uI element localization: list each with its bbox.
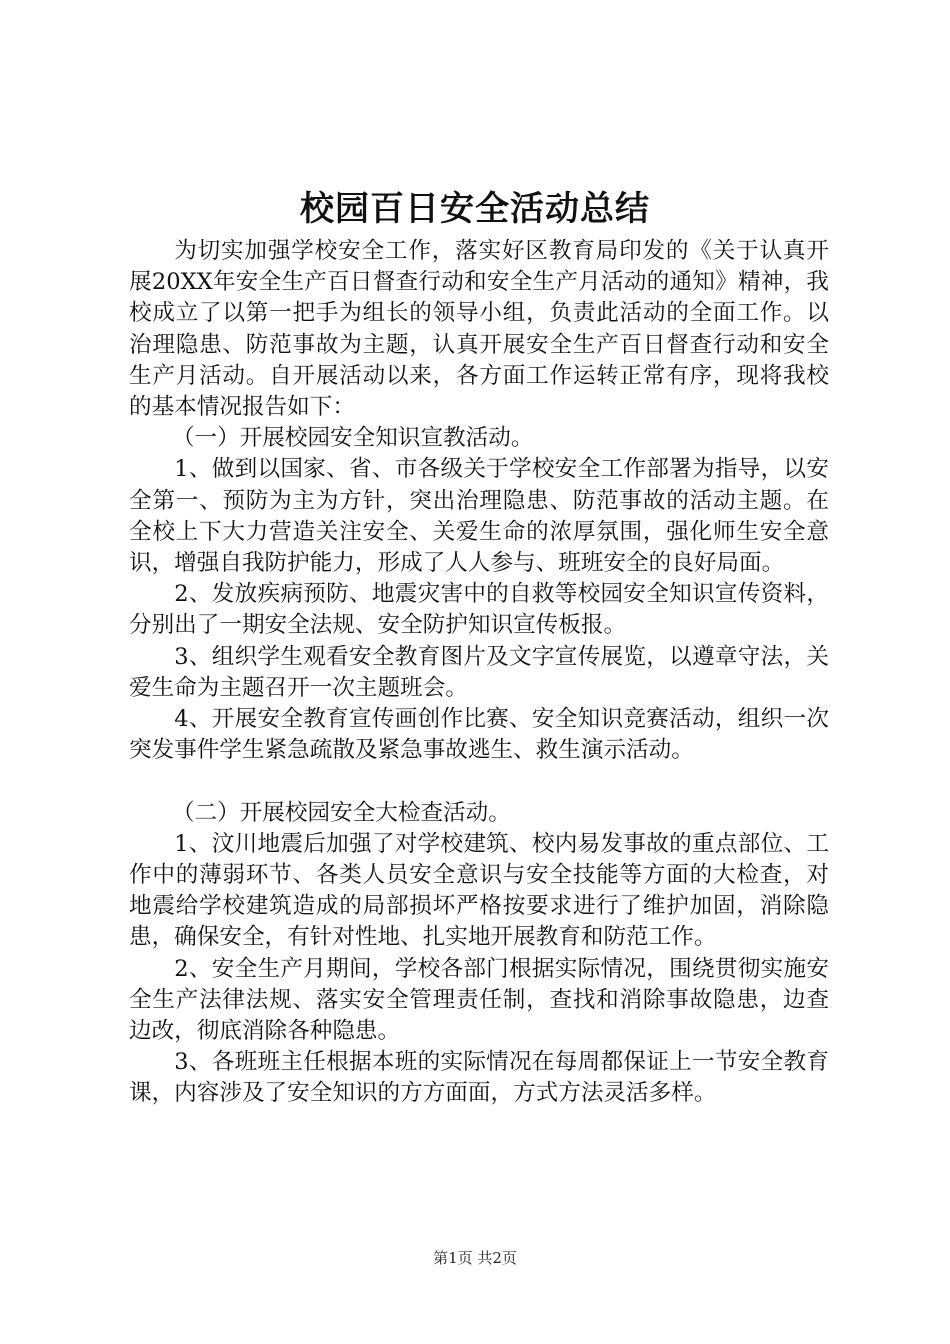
section-heading-2: （二）开展校园安全大检查活动。 bbox=[171, 799, 511, 826]
paragraph-spacer bbox=[129, 766, 829, 797]
intro-paragraph: 为切实加强学校安全工作，落实好区教育局印发的《关于认真开展20XX年安全生产百日督查行动和安全生产月活动的通知》精神，我校成立了以第一把手为组长的领导小组，负责此活动的全面工作。以治理隐患、防范事故为主题，认真开展安全生产百日督查行动和安全生产月活动。自开展活动以来，各方面工作运转正常有序，现将我校的基本情况报告如下： bbox=[129, 238, 829, 421]
section-1-item-3: 3、组织学生观看安全教育图片及文字宣传展览，以遵章守法，关爱生命为主题召开一次主题班会。 bbox=[129, 643, 829, 701]
document-body bbox=[129, 236, 829, 1110]
section-2-item-3: 3、各班班主任根据本班的实际情况在每周都保证上一节安全教育课，内容涉及了安全知识的方方面面，方式方法灵活多样。 bbox=[129, 1049, 829, 1107]
section-1-item-2: 2、发放疾病预防、地震灾害中的自救等校园安全知识宣传资料，分别出了一期安全法规、安全防护知识宣传板报。 bbox=[129, 581, 829, 639]
section-2-item-2: 2、安全生产月期间，学校各部门根据实际情况，围绕贯彻实施安全生产法律法规、落实安全管理责任制，查找和消除事故隐患，边查边改，彻底消除各种隐患。 bbox=[129, 955, 829, 1045]
page-footer: 第1页 共2页 bbox=[433, 1249, 517, 1267]
section-1-item-4: 4、开展安全教育宣传画创作比赛、安全知识竞赛活动，组织一次突发事件学生紧急疏散及紧急事故逃生、救生演示活动。 bbox=[129, 706, 829, 764]
page-title: 校园百日安全活动总结 bbox=[300, 189, 650, 229]
section-1-item-1: 1、做到以国家、省、市各级关于学校安全工作部署为指导，以安全第一、预防为主为方针，突出治理隐患、防范事故的活动主题。在全校上下大力营造关注安全、关爱生命的浓厚氛围，强化师生安全意识，增强自我防护能力，形成了人人参与、班班安全的良好局面。 bbox=[129, 456, 829, 577]
section-heading-1: （一）开展校园安全知识宣教活动。 bbox=[171, 425, 534, 452]
section-2-item-1: 1、汶川地震后加强了对学校建筑、校内易发事故的重点部位、工作中的薄弱环节、各类人员安全意识与安全技能等方面的大检查，对地震给学校建筑造成的局部损坏严格按要求进行了维护加固，消除隐患，确保安全，有针对性地、扎实地开展教育和防范工作。 bbox=[129, 830, 829, 951]
